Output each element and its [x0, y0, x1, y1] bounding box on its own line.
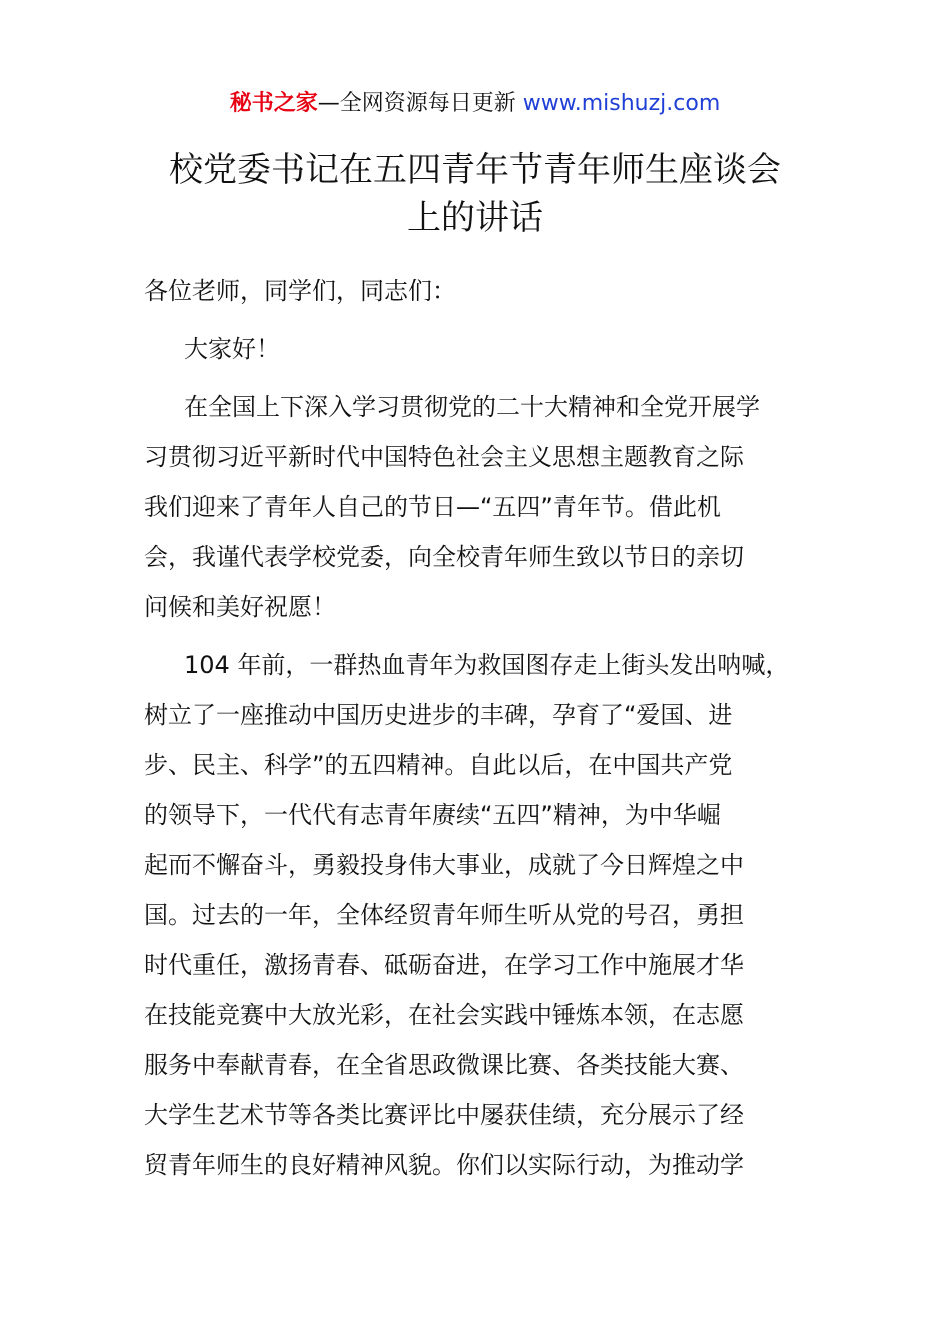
paragraph-line: 树立了一座推动中国历史进步的丰碑，孕育了“爱国、进 [144, 701, 733, 729]
paragraph-line: 习贯彻习近平新时代中国特色社会主义思想主题教育之际 [144, 443, 744, 471]
title-line-2: 上的讲话 [407, 198, 543, 238]
paragraph-line: 会，我谨代表学校党委，向全校青年师生致以节日的亲切 [144, 543, 744, 571]
paragraph-2 [144, 640, 824, 1190]
paragraph-line: 大学生艺术节等各类比赛评比中屡获佳绩，充分展示了经 [144, 1101, 744, 1129]
paragraph-line: 我们迎来了青年人自己的节日—“五四”青年节。借此机 [144, 493, 721, 521]
site-header [0, 88, 950, 120]
site-tagline: —全网资源每日更新 [317, 91, 523, 116]
paragraph-1 [144, 382, 824, 632]
document-title [140, 146, 810, 242]
paragraph-line: 问候和美好祝愿！ [144, 593, 336, 621]
paragraph-line: 的领导下，一代代有志青年赓续“五四”精神，为中华崛 [144, 801, 721, 829]
paragraph-line: 在技能竞赛中大放光彩，在社会实践中锤炼本领，在志愿 [144, 1001, 744, 1029]
site-url-link[interactable]: www.mishuzj.com [522, 91, 721, 116]
greeting: 大家好！ [184, 335, 280, 363]
paragraph-line: 服务中奉献青春，在全省思政微课比赛、各类技能大赛、 [144, 1051, 744, 1079]
site-brand: 秘书之家 [229, 91, 318, 116]
paragraph-line: 104 年前，一群热血青年为救国图存走上街头发出呐喊， [184, 651, 790, 679]
paragraph-line: 起而不懈奋斗，勇毅投身伟大事业，成就了今日辉煌之中 [144, 851, 744, 879]
paragraph-line: 时代重任，激扬青春、砥砺奋进，在学习工作中施展才华 [144, 951, 744, 979]
title-line-1: 校党委书记在五四青年节青年师生座谈会 [169, 150, 781, 190]
paragraph-line: 国。过去的一年，全体经贸青年师生听从党的号召，勇担 [144, 901, 744, 929]
document-body [144, 266, 824, 1190]
paragraph-line: 步、民主、科学”的五四精神。自此以后，在中国共产党 [144, 751, 733, 779]
salutation: 各位老师，同学们，同志们： [144, 277, 456, 305]
paragraph-line: 贸青年师生的良好精神风貌。你们以实际行动，为推动学 [144, 1151, 744, 1179]
paragraph-line: 在全国上下深入学习贯彻党的二十大精神和全党开展学 [184, 393, 760, 421]
